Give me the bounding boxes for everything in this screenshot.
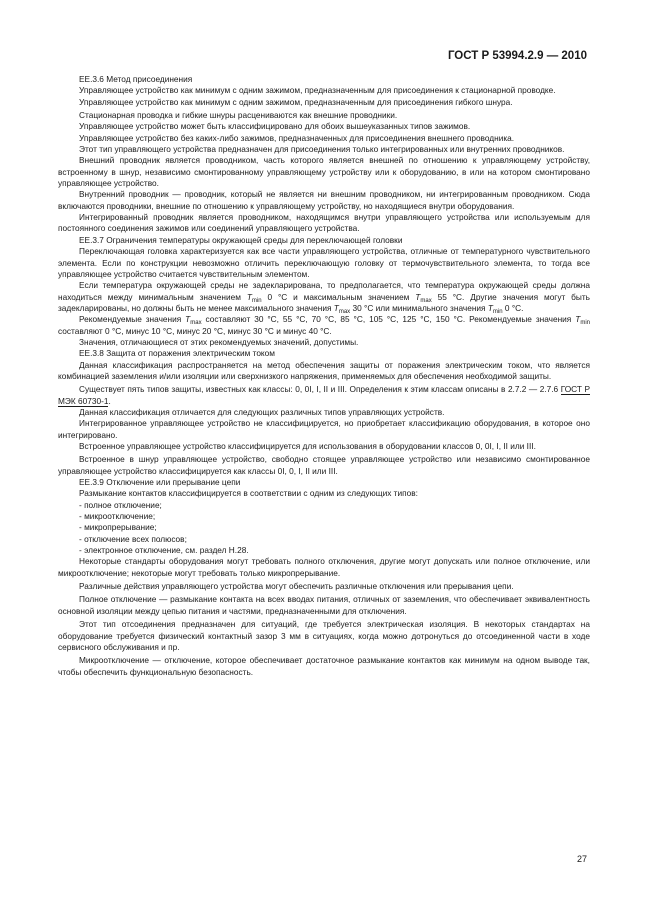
paragraph: Микроотключение — отключение, которое обеспечивает достаточное размыкание контактов как минимум на одном выводе так, чтобы обеспечить функциональную безопасность. bbox=[58, 655, 590, 677]
document-body bbox=[58, 74, 590, 678]
paragraph: Этот тип отсоединения предназначен для ситуаций, где требуется электрическая изоляция. В некоторых стандартах на оборудование требуется физический контактный зазор 3 мм в ситуациях, когда можно дотронуться до отсоединенной части в ходе сервисного обслуживания и пр. bbox=[58, 619, 590, 652]
paragraph: Размыкание контактов классифицируется в соответствии с одним из следующих типов: bbox=[79, 488, 418, 499]
paragraph: Интегрированный проводник является проводником, находящимся внутри управляющего устройства или используемым для постоянного соединения зажимов или соединений управляющего устройства. bbox=[58, 212, 590, 234]
paragraph: Переключающая головка характеризуется как все части управляющего устройства, отличные от температурного чувствительного элемента. Если по конструкции невозможно отличить переключающую головку от термочувствительного элемента, то тогда все управляющее устройство считается чувствительным элементом. bbox=[58, 246, 590, 279]
paragraph: Некоторые стандарты оборудования могут требовать полного отключения, другие могут допускать или полное отключение, или микроотключение; некоторые могут требовать только микропрерывание. bbox=[58, 556, 590, 578]
paragraph: Стационарная проводка и гибкие шнуры расцениваются как внешние проводники. bbox=[79, 110, 398, 121]
list-item: - микропрерывание; bbox=[79, 522, 157, 533]
paragraph: Управляющее устройство как минимум с одним зажимом, предназначенным для присоединения к стационарной проводке. bbox=[79, 85, 556, 96]
paragraph: Встроенное в шнур управляющее устройство, свободно стоящее управляющее устройство или независимо смонтированное управляющее устройство классифицируется как классы 0I, 0, I, II или III. bbox=[58, 454, 590, 476]
paragraph: Управляющее устройство как минимум с одним зажимом, предназначенным для присоединения гибкого шнура. bbox=[79, 96, 513, 107]
paragraph-temperature-limits: Если температура окружающей среды не задекларирована, то предполагается, что температура окружающей среды должна находиться между минимальным значением $T_{min}$ 0 °С и максимальным значением $T_{max}$ 55 °С. Другие значения могут быть задекларированы, но должны быть не менее максимального значения $T_{max}$ 30 °С или минимального значения $T_{min}$ 0 °С. bbox=[58, 280, 591, 315]
paragraph-protection-classes: Существует пять типов защиты, известных как классы: 0, 0I, I, II и III. Определения к этим классам описаны в 2.7.2 — 2.7.6 ГОСТ Р МЭК 60730-1. bbox=[58, 384, 590, 406]
paragraph: Различные действия управляющего устройства могут обеспечить различные отключения или прерывания цепи. bbox=[79, 581, 514, 592]
paragraph: Значения, отличающиеся от этих рекомендуемых значений, допустимы. bbox=[79, 336, 359, 347]
section-heading: ЕЕ.3.6 Метод присоединения bbox=[79, 74, 193, 84]
standard-reference: ГОСТ Р МЭК 60730-1 bbox=[58, 384, 590, 406]
paragraph: Внутренний проводник — проводник, который не является ни внешним проводником, ни интегрированным проводником. Сюда включаются проводники, внешние по отношению к управляющему устройству, но находящиеся внутри оборудования. bbox=[58, 189, 590, 211]
paragraph: Данная классификация распространяется на метод обеспечения защиты от поражения электрическим током, что является комбинацией заземления и/или изоляции или сверхнизкого напряжения, применяемых для обеспечения необходимой защиты. bbox=[58, 359, 590, 381]
list-item: - отключение всех полюсов; bbox=[79, 533, 187, 544]
paragraph: Данная классификация отличается для следующих различных типов управляющих устройств. bbox=[79, 406, 445, 417]
page-number: 27 bbox=[576, 854, 587, 864]
paragraph: Полное отключение — размыкание контакта на всех вводах питания, отличных от заземления, что обеспечивает эквивалентность основной изоляции между цепью питания и частями, предназначенными для отключения. bbox=[58, 594, 590, 616]
paragraph-recommended-values: Рекомендуемые значения $T_{max}$ составляют 30 °С, 55 °С, 70 °С, 85 °С, 105 °С, 125 °С, 150 °С. Рекомендуемые значения $T_{min}$ составляют 0 °С, минус 10 °С, минус 20 °С, минус 30 °С и минус 40 °С. bbox=[58, 314, 591, 336]
paragraph: Встроенное управляющее устройство классифицируется для использования в оборудовании классов 0, 0I, I, II или III. bbox=[79, 441, 536, 451]
paragraph: Управляющее устройство может быть классифицировано для обоих вышеуказанных типов зажимов. bbox=[79, 121, 471, 132]
paragraph: Внешний проводник является проводником, часть которого является внешней по отношению к управляющему устройству, встроенному в шнур, независимо смонтированному управляющему устройству или к оборудованию, в или на котором смонтировано управляющее устройство. bbox=[58, 155, 590, 189]
page-header-standard: ГОСТ Р 53994.2.9 — 2010 bbox=[447, 50, 587, 62]
list-item: - электронное отключение, см. раздел Н.28. bbox=[79, 545, 249, 556]
paragraph: Интегрированное управляющее устройство не классифицируется, но приобретает классификацию оборудования, в которое оно интегрировано. bbox=[58, 418, 590, 440]
paragraph: Этот тип управляющего устройства предназначен для присоединения только интегрированных или внутренних проводников. bbox=[79, 144, 565, 155]
list-item: - микроотключение; bbox=[79, 511, 156, 522]
section-heading: ЕЕ.3.8 Защита от поражения электрическим током bbox=[79, 348, 275, 359]
list-item: - полное отключение; bbox=[79, 499, 162, 510]
paragraph: Управляющее устройство без каких-либо зажимов, предназначенных для присоединения внешнего проводника. bbox=[79, 132, 515, 143]
section-heading: ЕЕ.3.9 Отключение или прерывание цепи bbox=[79, 477, 241, 488]
section-heading: ЕЕ.3.7 Ограничения температуры окружающей среды для переключающей головки bbox=[79, 234, 403, 245]
